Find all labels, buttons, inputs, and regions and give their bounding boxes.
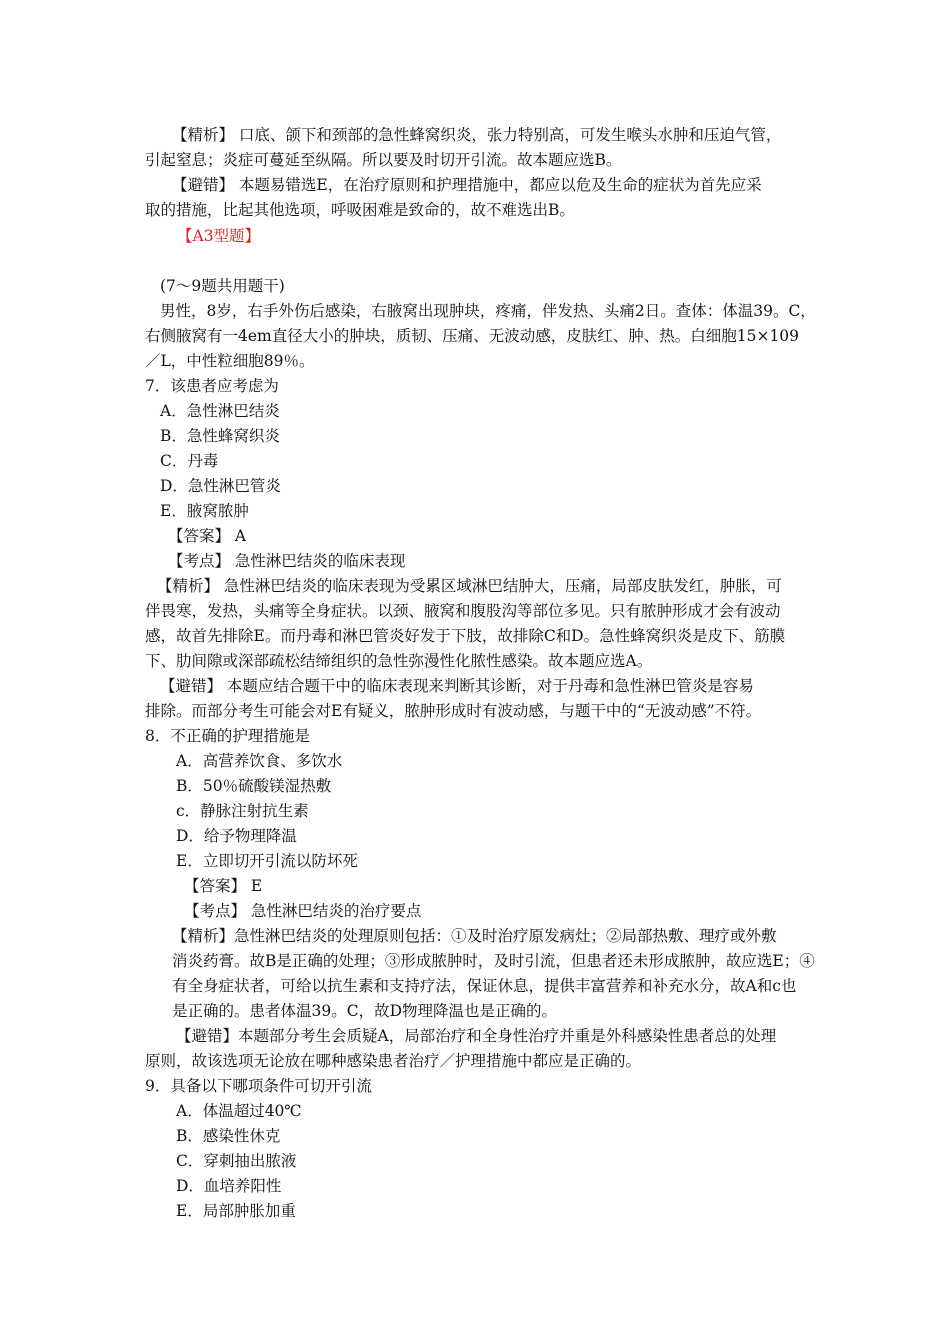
option-item: A．高营养饮食、多饮水 xyxy=(176,752,343,770)
option-item: B．50％硫酸镁湿热敷 xyxy=(176,777,332,795)
section-heading: 【A3型题】 xyxy=(177,227,261,245)
text-line: 【避错】 本题应结合题干中的临床表现来判断其诊断，对于丹毒和急性淋巴管炎是容易 xyxy=(160,677,754,695)
text-line: (7～9题共用题干) xyxy=(160,277,285,295)
text-line: 感，故首先排除E。而丹毒和淋巴管炎好发于下肢，故排除C和D。急性蜂窝织炎是皮下、筋膜 xyxy=(145,627,786,645)
option-item: B．急性蜂窝织炎 xyxy=(160,427,280,445)
text-line: 有全身症状者，可给以抗生素和支持疗法，保证休息，提供丰富营养和补充水分，故A和c也 xyxy=(172,977,797,995)
option-item: D．血培养阳性 xyxy=(176,1177,282,1195)
text-line: ／L，中性粒细胞89％。 xyxy=(145,352,315,370)
question-stem: 8．不正确的护理措施是 xyxy=(145,727,310,745)
text-line: 【考点】 急性淋巴结炎的临床表现 xyxy=(168,552,406,570)
option-item: D．急性淋巴管炎 xyxy=(160,477,281,495)
text-line: 【考点】 急性淋巴结炎的治疗要点 xyxy=(184,902,422,920)
text-line: 是正确的。患者体温39。C，故D物理降温也是正确的。 xyxy=(172,1002,558,1020)
question-stem: 7．该患者应考虑为 xyxy=(145,377,279,395)
text-line: 【精析】急性淋巴结炎的处理原则包括：①及时治疗原发病灶；②局部热敷、理疗或外敷 xyxy=(172,927,777,945)
text-line: 右侧腋窝有一4em直径大小的肿块，质韧、压痛、无波动感，皮肤红、肿、热。白细胞15×109 xyxy=(145,327,800,345)
option-item: c．静脉注射抗生素 xyxy=(176,802,309,820)
option-item: E．腋窝脓肿 xyxy=(160,502,249,520)
text-line: 男性，8岁，右手外伤后感染，右腋窝出现肿块，疼痛，伴发热、头痛2日。查体：体温39。C， xyxy=(160,302,816,320)
option-item: E．局部肿胀加重 xyxy=(176,1202,296,1220)
text-line: 伴畏寒，发热，头痛等全身症状。以颈、腋窝和腹股沟等部位多见。只有脓肿形成才会有波动 xyxy=(145,602,781,620)
answer-line: 【答案】 E xyxy=(184,877,263,895)
text-line: 【精析】 急性淋巴结炎的临床表现为受累区域淋巴结肿大，压痛，局部皮肤发红，肿胀，可 xyxy=(157,577,782,595)
text-line: 引起窒息；炎症可蔓延至纵隔。所以要及时切开引流。故本题应选B。 xyxy=(145,151,622,169)
option-item: B．感染性休克 xyxy=(176,1127,281,1145)
option-item: D．给予物理降温 xyxy=(176,827,297,845)
text-line: 消炎药膏。故B是正确的处理；③形成脓肿时，及时引流，但患者还未形成脓肿，故应选E；④ xyxy=(172,952,815,970)
option-item: A．体温超过40℃ xyxy=(176,1102,302,1120)
text-line: 下、肋间隙或深部疏松结缔组织的急性弥漫性化脓性感染。故本题应选A。 xyxy=(145,652,653,670)
text-line: 原则，故该选项无论放在哪种感染患者治疗／护理措施中都应是正确的。 xyxy=(145,1052,642,1070)
answer-line: 【答案】 A xyxy=(168,527,247,545)
text-line: 【避错】本题部分考生会质疑A，局部治疗和全身性治疗并重是外科感染性患者总的处理 xyxy=(176,1027,777,1045)
text-line: 排除。而部分考生可能会对E有疑义，脓肿形成时有波动感，与题干中的“无波动感”不符。 xyxy=(145,702,762,720)
text-line: 【精析】 口底、颌下和颈部的急性蜂窝织炎，张力特别高，可发生喉头水肿和压迫气管， xyxy=(172,126,782,144)
text-line: 【避错】 本题易错选E，在治疗原则和护理措施中，都应以危及生命的症状为首先应采 xyxy=(172,176,762,194)
option-item: C．穿刺抽出脓液 xyxy=(176,1152,297,1170)
option-item: C．丹毒 xyxy=(160,452,219,470)
question-stem: 9．具备以下哪项条件可切开引流 xyxy=(145,1077,372,1095)
option-item: E．立即切开引流以防坏死 xyxy=(176,852,358,870)
option-item: A．急性淋巴结炎 xyxy=(160,402,280,420)
text-line: 取的措施，比起其他选项，呼吸困难是致命的，故不难选出B。 xyxy=(145,201,575,219)
